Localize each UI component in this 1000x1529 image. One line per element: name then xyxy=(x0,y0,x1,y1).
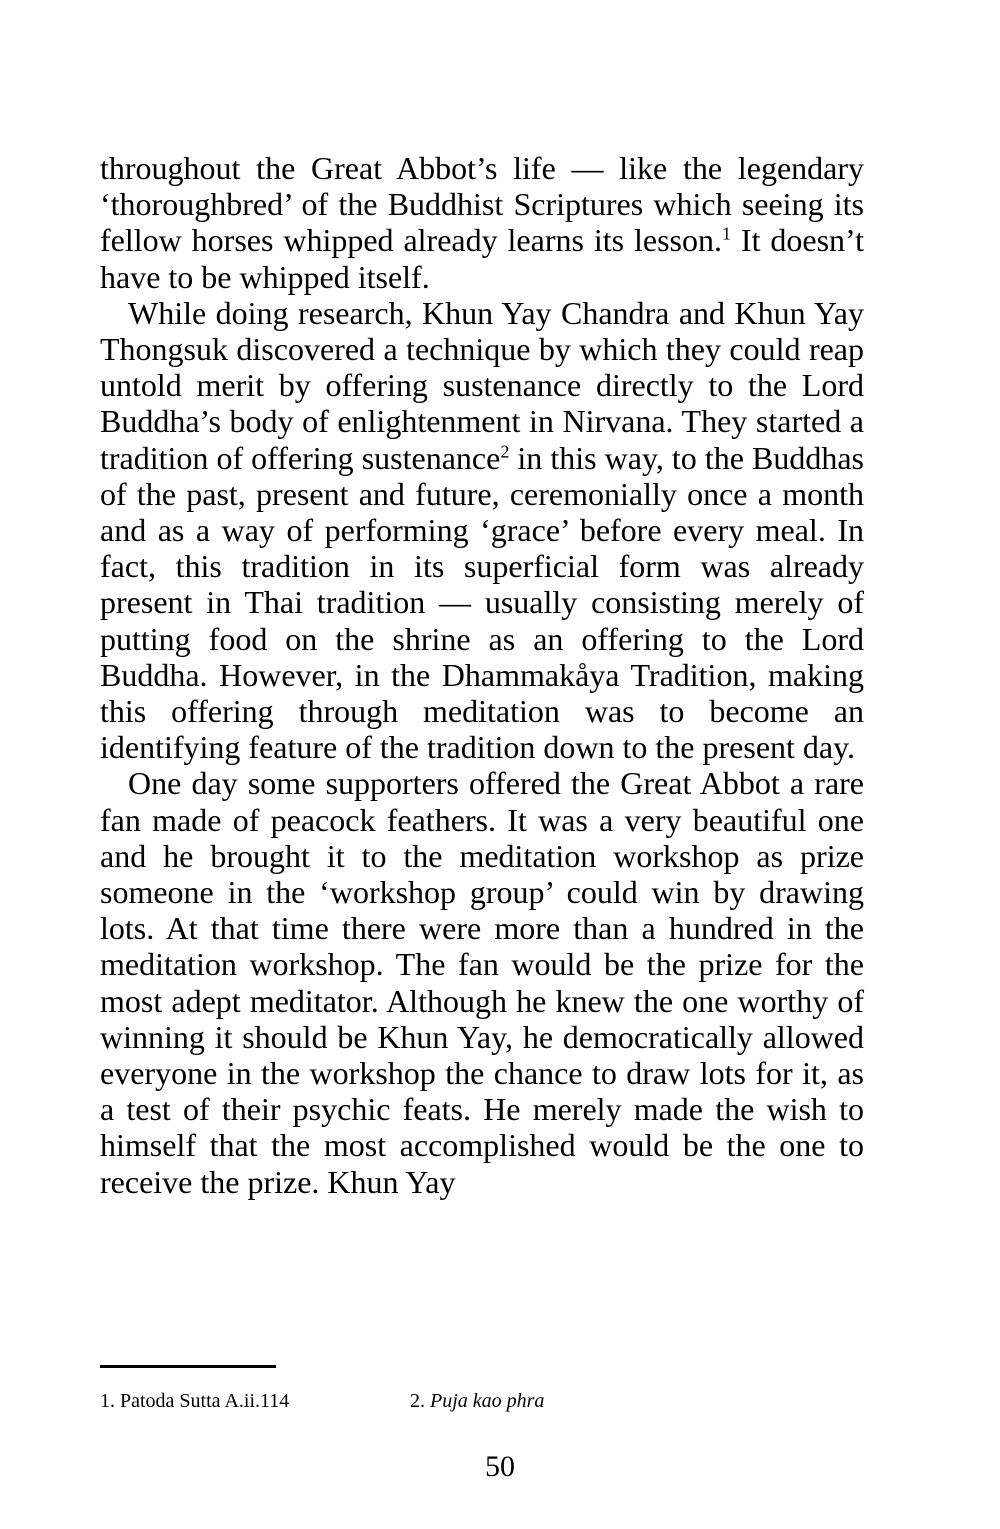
footnote-2 xyxy=(410,1390,544,1413)
paragraph-2-text-b: in this way, to the Buddhas of the past, present and future, ceremonially once a month and as a way of performing ‘grace’ before every meal. In fact, this tradition in its superficial form was already present in Thai tradition — usually consisting merely of putting food on the shrine as an offering to the Lord Buddha. However, in the Dhammakåya Tradition, making this offering through meditation was to become an identifying feature of the tradition down to the present day. xyxy=(100,439,865,766)
paragraph-2-text-a: While doing research, Khun Yay Chandra and Khun Yay Thongsuk discovered a technique by which they could reap untold merit by offering sustenance directly to the Lord Buddha’s body of enlightenment in Nirvana. They started a tradition of offering sustenance xyxy=(100,294,864,476)
body-text xyxy=(100,150,864,1200)
footnote-2-title: Puja kao phra xyxy=(430,1390,545,1412)
footnote-1: 1. Patoda Sutta A.ii.114 xyxy=(100,1390,290,1412)
paragraph-3: One day some supporters offered the Great Abbot a rare fan made of peacock feathers. It was a very beautiful one and he brought it to the meditation workshop as prize someone in the ‘workshop group’ could win by drawing lots. At that time there were more than a hundred in the meditation workshop. The fan would be the prize for the most adept meditator. Although he knew the one worthy of winning it should be Khun Yay, he democratically allowed everyone in the workshop the chance to draw lots for it, as a test of their psychic feats. He merely made the wish to himself that the most accomplished would be the one to receive the prize. Khun Yay xyxy=(100,765,864,1200)
paragraph-1 xyxy=(100,150,864,295)
paragraph-2 xyxy=(100,295,864,766)
paragraph-1-end: It doesn’t have to be whipped itself. xyxy=(100,222,864,295)
paragraph-1-text: throughout the Great Abbot’s life — like the legendary ‘thoroughbred’ of the Buddhist Scriptures which seeing its fellow horses whipped already learns its lesson. xyxy=(100,150,864,259)
page-number: 50 xyxy=(485,1450,515,1483)
footnote-divider xyxy=(100,1365,276,1368)
footnote-ref-1: 1 xyxy=(722,223,731,244)
footnote-ref-2: 2 xyxy=(500,440,510,461)
footnote-2-number: 2. xyxy=(410,1390,430,1412)
